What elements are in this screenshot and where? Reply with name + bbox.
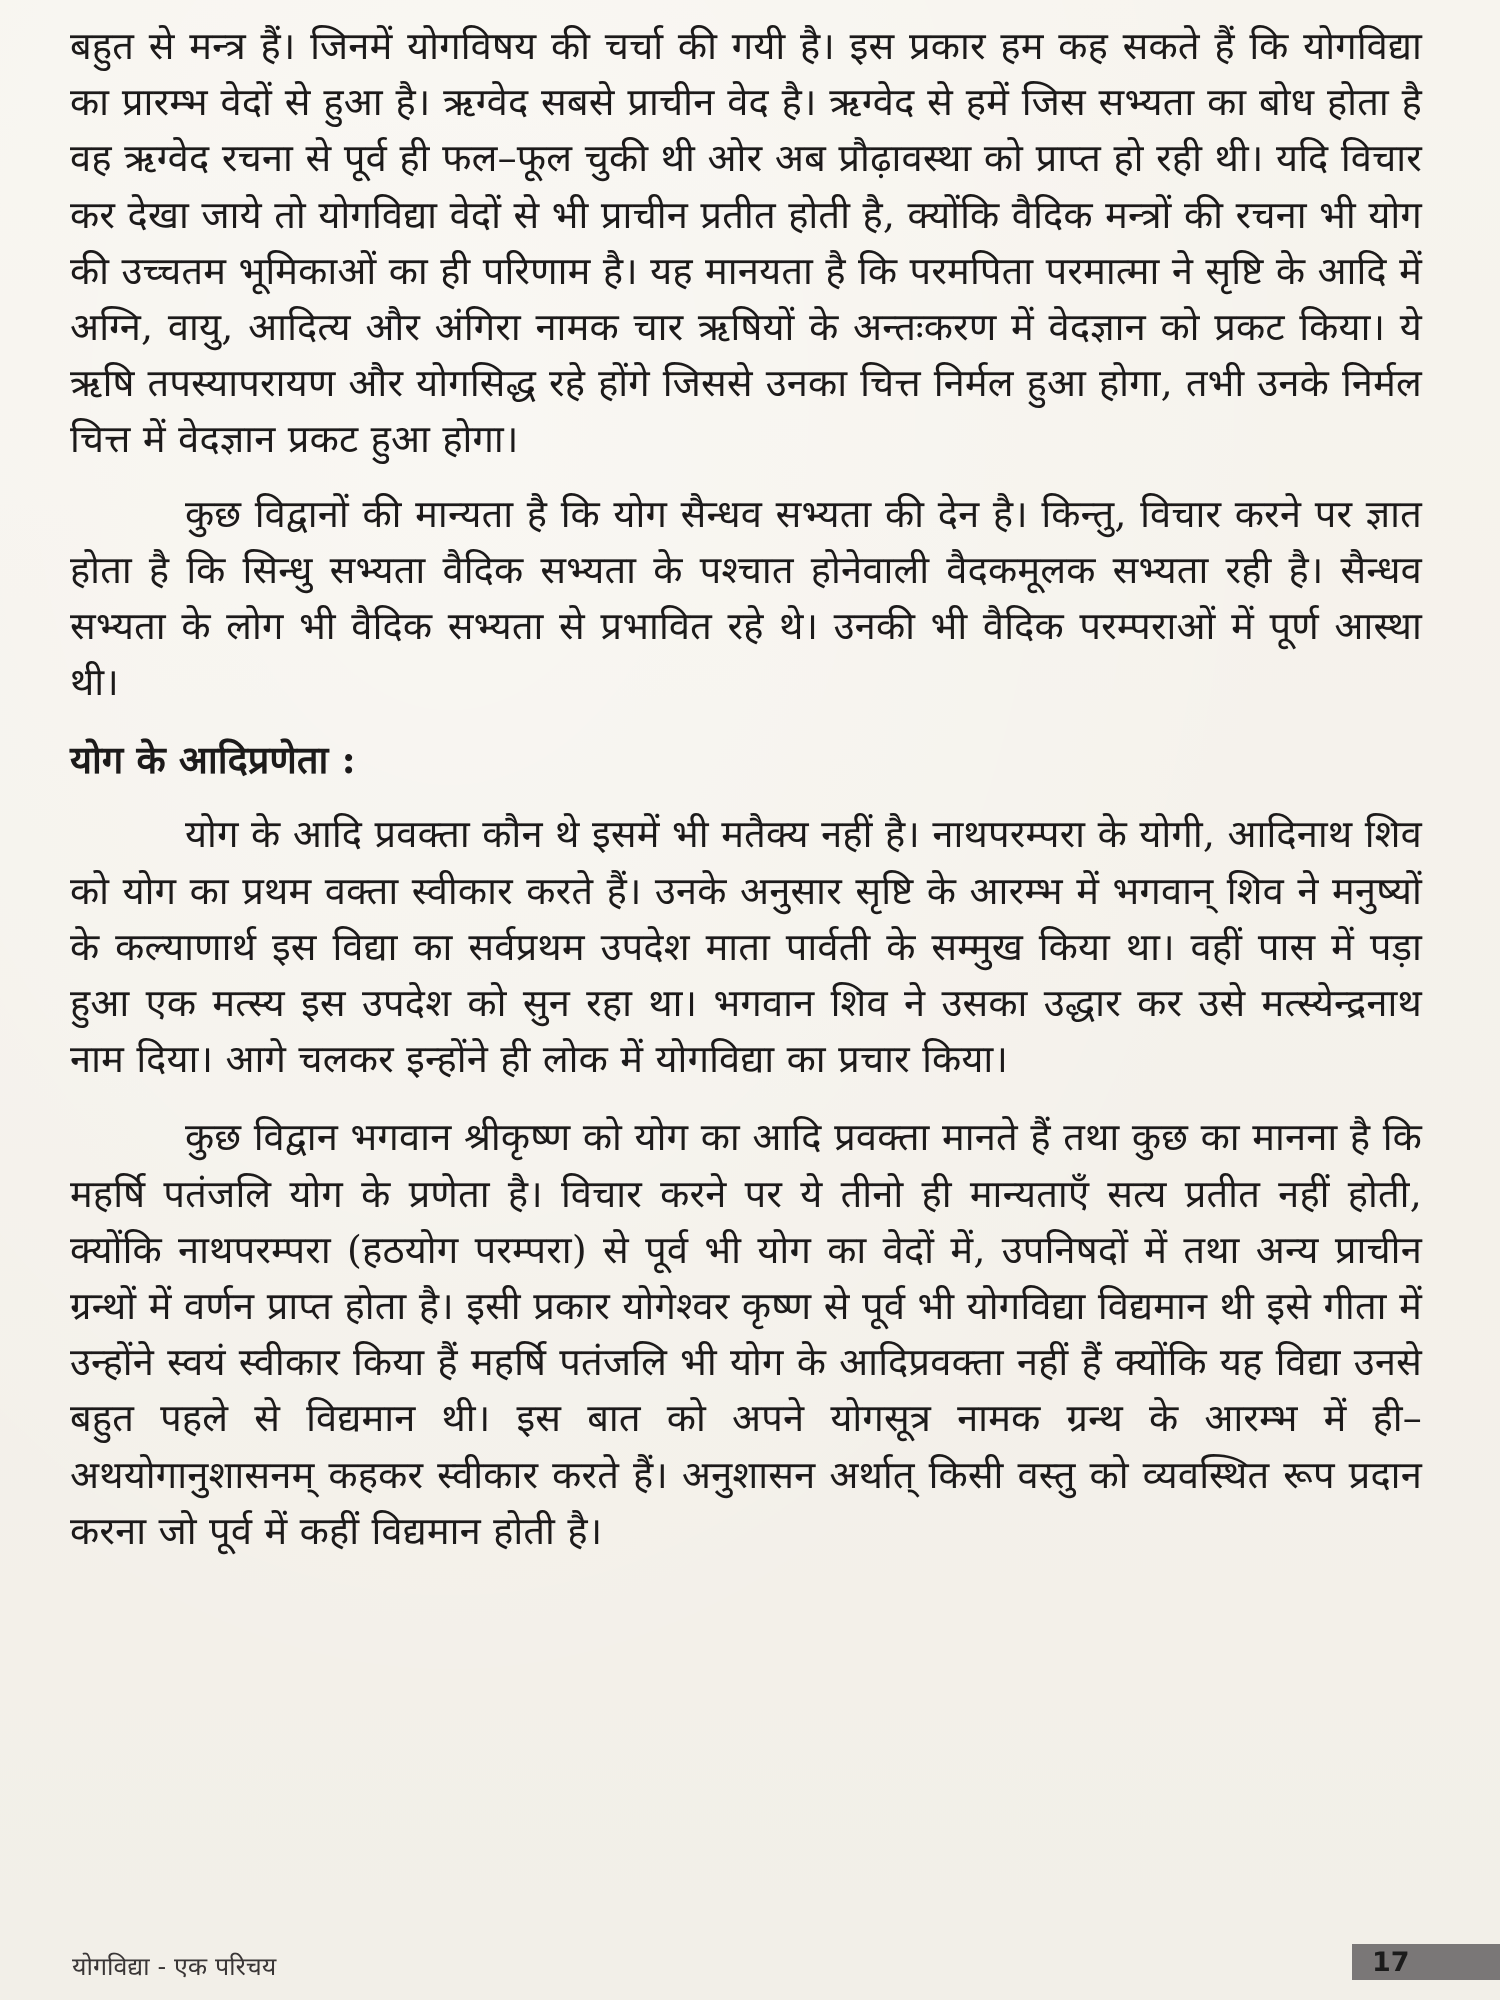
paragraph-gap — [70, 710, 1422, 732]
page-content — [70, 18, 1422, 1559]
paragraph-gap — [70, 788, 1422, 806]
paragraph-sindhu-civilization: कुछ विद्वानों की मान्यता है कि योग सैन्धव सभ्यता की देन है। किन्तु, विचार करने पर ज्ञात होता है कि सिन्धु सभ्यता वैदिक सभ्यता के पश्चात होनेवाली वैदकमूलक सभ्यता रही है। सैन्धव सभ्यता के लोग भी वैदिक सभ्यता से प्रभावित रहे थे। उनकी भी वैदिक परम्पराओं में पूर्ण आस्था थी। — [70, 491, 1422, 705]
paragraph-gap — [70, 468, 1422, 486]
page-number: 17 — [1372, 1946, 1410, 1978]
paragraph-vedic-origin: बहुत से मन्त्र हैं। जिनमें योगविषय की चर्चा की गयी है। इस प्रकार हम कह सकते हैं कि योगविद्या का प्रारम्भ वेदों से हुआ है। ऋग्वेद सबसे प्राचीन वेद है। ऋग्वेद से हमें जिस सभ्यता का बोध होता है वह ऋग्वेद रचना से पूर्व ही फल–फूल चुकी थी ओर अब प्रौढ़ावस्था को प्राप्त हो रही थी। यदि विचार कर देखा जाये तो योगविद्या वेदों से भी प्राचीन प्रतीत होती है, क्योंकि वैदिक मन्त्रों की रचना भी योग की उच्चतम भूमिकाओं का ही परिणाम है। यह मानयता है कि परमपिता परमात्मा ने सृष्टि के आदि में अग्नि, वायु, आदित्य और अंगिरा नामक चार ऋषियों के अन्तःकरण में वेदज्ञान को प्रकट किया। ये ऋषि तपस्यापरायण और योगसिद्ध रहे होंगे जिससे उनका चित्त निर्मल हुआ होगा, तभी उनके निर्मल चित्त में वेदज्ञान प्रकट हुआ होगा। — [70, 24, 1422, 462]
section-heading: योग के आदिप्रणेता : — [70, 737, 356, 783]
footer-book-title: योगविद्या - एक परिचय — [72, 1952, 277, 1981]
paragraph-first-teacher: योग के आदि प्रवक्ता कौन थे इसमें भी मतैक्य नहीं है। नाथपरम्परा के योगी, आदिनाथ शिव को योग का प्रथम वक्ता स्वीकार करते हैं। उनके अनुसार सृष्टि के आरम्भ में भगवान् शिव ने मनुष्यों के कल्याणार्थ इस विद्या का सर्वप्रथम उपदेश माता पार्वती के सम्मुख किया था। वहीं पास में पड़ा हुआ एक मत्स्य इस उपदेश को सुन रहा था। भगवान शिव ने उसका उद्धार कर उसे मत्स्येन्द्रनाथ नाम दिया। आगे चलकर इन्होंने ही लोक में योगविद्या का प्रचार किया। — [70, 812, 1422, 1082]
paragraph-gap — [70, 1087, 1422, 1109]
page-number-bar — [1352, 1944, 1500, 1980]
paragraph-krishna-patanjali: कुछ विद्वान भगवान श्रीकृष्ण को योग का आदि प्रवक्ता मानते हैं तथा कुछ का मानना है कि महर्षि पतंजलि योग के प्रणेता है। विचार करने पर ये तीनो ही मान्यताएँ सत्य प्रतीत नहीं होती, क्योंकि नाथपरम्परा (हठयोग परम्परा) से पूर्व भी योग का वेदों में, उपनिषदों में तथा अन्य प्राचीन ग्रन्थों में वर्णन प्राप्त होता है। इसी प्रकार योगेश्वर कृष्ण से पूर्व भी योगविद्या विद्यमान थी इसे गीता में उन्होंने स्वयं स्वीकार किया हैं महर्षि पतंजलि भी योग के आदिप्रवक्ता नहीं हैं क्योंकि यह विद्या उनसे बहुत पहले से विद्यमान थी। इस बात को अपने योगसूत्र नामक ग्रन्थ के आरम्भ में ही–अथयोगानुशासनम् कहकर स्वीकार करते हैं। अनुशासन अर्थात् किसी वस्तु को व्यवस्थित रूप प्रदान करना जो पूर्व में कहीं विद्यमान होती है। — [70, 1115, 1422, 1553]
